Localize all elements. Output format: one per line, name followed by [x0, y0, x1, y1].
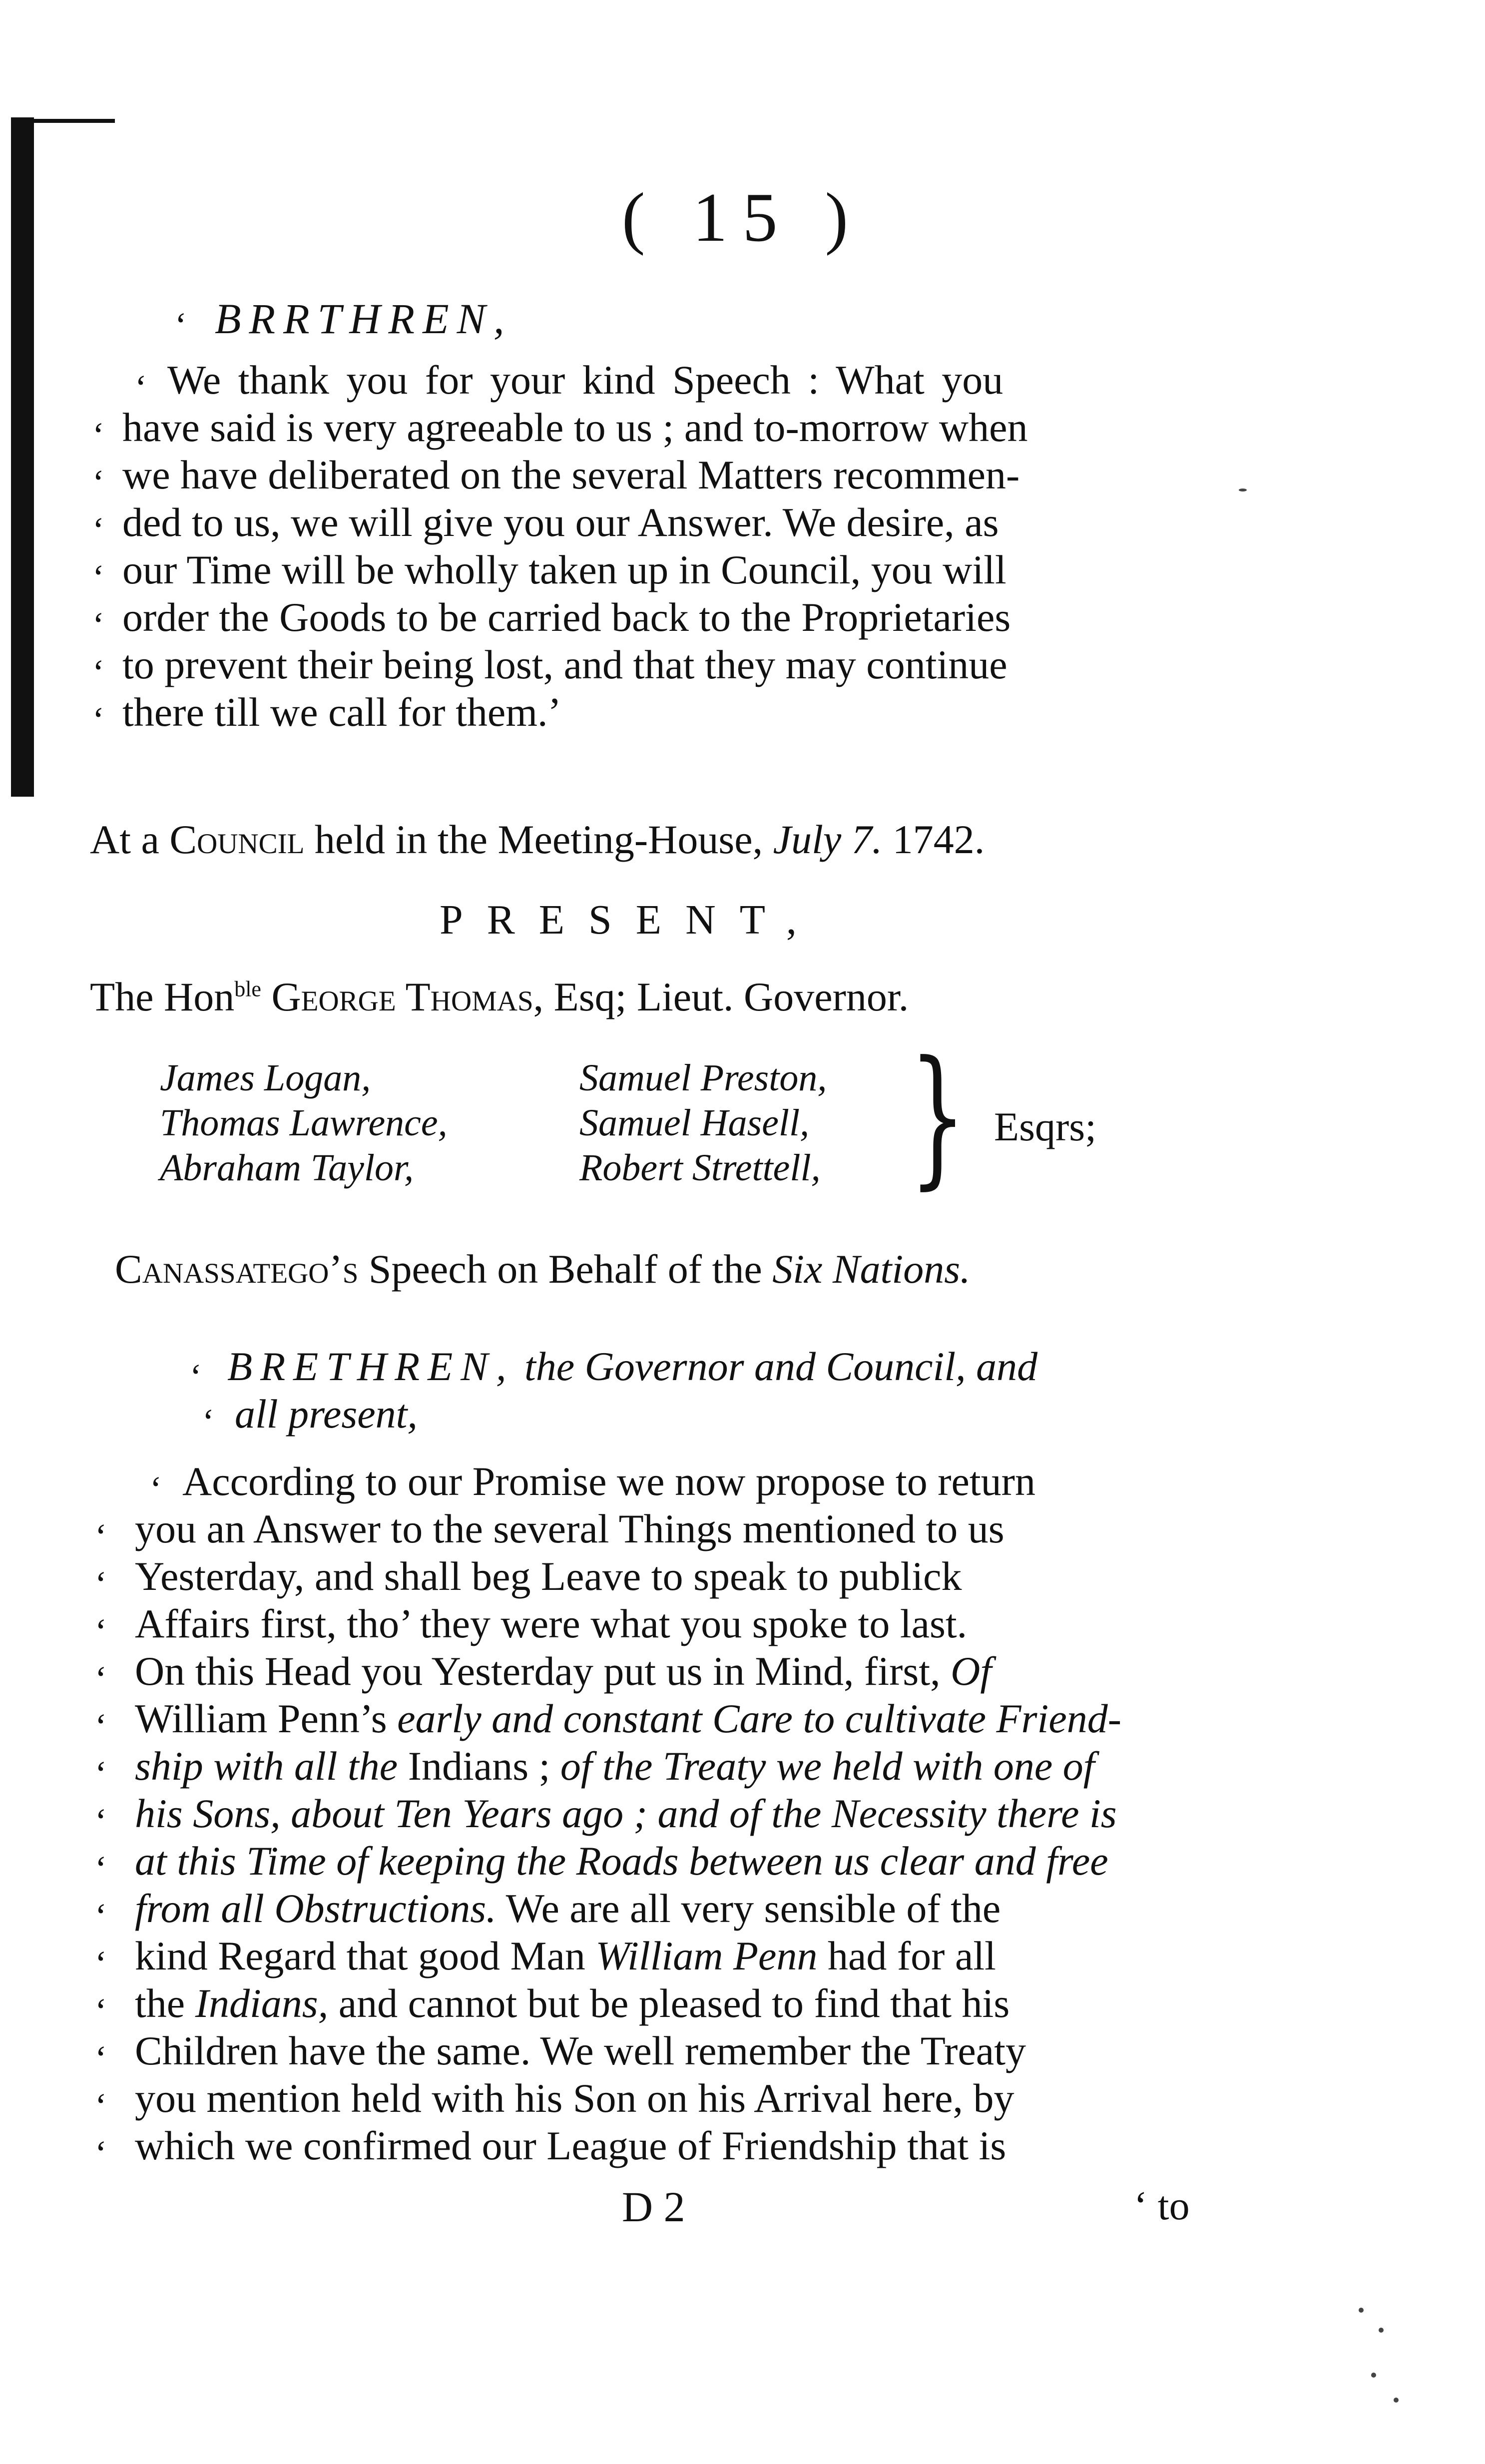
quote-mark: ‘ — [95, 1754, 107, 1794]
attendee-name: Robert Strettell, — [579, 1147, 821, 1189]
section-heading: BRRTHREN, — [215, 295, 512, 343]
governor-title: The Hon — [90, 974, 235, 1019]
text-line — [135, 1648, 992, 1694]
quote-mark: ‘ — [95, 2133, 107, 2173]
attendee-name: James Logan, — [160, 1057, 371, 1099]
speaker-name: Canassatego’s — [115, 1246, 359, 1292]
quote-mark: ‘ — [92, 463, 104, 502]
quote-mark: ‘ — [95, 1611, 107, 1651]
quote-mark: ‘ — [92, 700, 104, 740]
text-line — [135, 1980, 1010, 2026]
margin-tick — [30, 119, 115, 123]
quote-mark: ‘ — [92, 415, 104, 455]
text-run-italic: William Penn — [595, 1933, 818, 1978]
text-line — [135, 1888, 1000, 1929]
address-rest: the Governor and Council, and — [524, 1344, 1038, 1389]
speech-title — [115, 1246, 971, 1292]
address-caps: BRETHREN, — [227, 1344, 514, 1389]
council-word: Council — [169, 817, 305, 862]
council-date: July 7. — [773, 817, 883, 862]
attendee-name: Thomas Lawrence, — [160, 1102, 448, 1144]
text-run: William Penn’s — [135, 1696, 387, 1741]
text-run-italic: Of — [951, 1648, 992, 1694]
text-run: On this Head you Yesterday put us in Mind, first, — [135, 1648, 941, 1694]
text-line — [135, 1698, 1121, 1739]
text-run: Indians ; — [408, 1743, 550, 1789]
quote-mark: ‘ — [95, 2038, 107, 2078]
text-line: there till we call for them.’ — [122, 689, 561, 735]
text-line: to prevent their being lost, and that they may continue — [122, 642, 1007, 687]
text-line: Yesterday, and shall beg Leave to speak to publick — [135, 1553, 962, 1599]
brace-glyph: } — [909, 1029, 967, 1203]
quote-mark: ‘ — [202, 1402, 214, 1442]
print-speck — [1394, 2398, 1399, 2403]
print-speck — [1379, 2328, 1384, 2333]
text-line: his Sons, about Ten Years ago ; and of the Necessity there is — [135, 1791, 1117, 1836]
text-line: which we confirmed our League of Friendship that is — [135, 2123, 1006, 2168]
quote-mark: ‘ — [95, 1991, 107, 2031]
council-year: 1742. — [892, 817, 985, 862]
text-line: you an Answer to the several Things mentioned to us — [135, 1506, 1004, 1551]
catchword: ‘ to — [1134, 2183, 1190, 2228]
text-run-italic: of the Treaty we held with one of — [560, 1743, 1095, 1789]
quote-mark: ‘ — [135, 368, 147, 408]
quote-mark: ‘ — [95, 1564, 107, 1604]
text-run-italic: from all Obstructions. — [135, 1886, 496, 1931]
attendee-name: Abraham Taylor, — [160, 1147, 414, 1189]
quote-mark: ‘ — [150, 1469, 162, 1509]
text-line: Affairs first, tho’ they were what you spoke to last. — [135, 1601, 968, 1646]
present-heading: PRESENT, — [440, 897, 821, 943]
speech-title-text: Speech on Behalf of the — [368, 1246, 762, 1292]
quote-mark: ‘ — [92, 605, 104, 645]
text-line — [135, 1933, 996, 1978]
quote-mark: ‘ — [95, 2086, 107, 2126]
governor-line — [90, 974, 909, 1019]
text-run-italic: Indians, — [195, 1980, 329, 2026]
quote-mark: ‘ — [95, 1706, 107, 1746]
print-speck — [1359, 2308, 1364, 2313]
attendee-name: Samuel Hasell, — [579, 1102, 810, 1144]
council-heading — [90, 819, 985, 860]
governor-rank: Esq; Lieut. Governor. — [553, 974, 909, 1019]
quote-mark: ‘ — [95, 1849, 107, 1889]
governor-sup: ble — [234, 977, 261, 1001]
attendee-name: Samuel Preston, — [579, 1057, 827, 1099]
quote-mark: ‘ — [92, 557, 104, 597]
quote-mark: ‘ — [92, 510, 104, 550]
address-line — [227, 1346, 1037, 1387]
text-line: ded to us, we will give you our Answer. We desire, as — [122, 499, 999, 545]
quote-mark: ‘ — [190, 1357, 202, 1397]
quote-mark: ‘ — [95, 1516, 107, 1556]
text-line: order the Goods to be carried back to the Proprietaries — [122, 594, 1011, 640]
text-run: had for all — [827, 1933, 996, 1978]
text-run: kind Regard that good Man — [135, 1933, 585, 1978]
text-line: We thank you for your kind Speech : What you — [167, 357, 1003, 403]
print-speck — [1239, 489, 1247, 492]
text-run: the — [135, 1980, 185, 2026]
quote-mark: ‘ — [175, 305, 187, 345]
text-line: we have deliberated on the several Matters recommen- — [122, 452, 1020, 497]
text-line — [135, 1743, 1095, 1789]
text-line: Children have the same. We well remember the Treaty — [135, 2028, 1026, 2073]
text-line: at this Time of keeping the Roads between us clear and free — [135, 1838, 1108, 1884]
signature-mark: D 2 — [622, 2183, 685, 2231]
quote-mark: ‘ — [95, 1801, 107, 1841]
quote-mark: ‘ — [95, 1944, 107, 1983]
text-line: According to our Promise we now propose to return — [182, 1459, 1035, 1504]
text-line: have said is very agreeable to us ; and to-morrow when — [122, 405, 1028, 450]
page-number: ( 15 ) — [621, 179, 864, 256]
council-location: held in the Meeting-House, — [314, 817, 763, 862]
text-line: you mention held with his Son on his Arrival here, by — [135, 2075, 1014, 2121]
text-run: We are all very sensible of the — [505, 1886, 1001, 1931]
council-prefix: At a — [90, 817, 159, 862]
text-run-italic: ship with all the — [135, 1743, 398, 1789]
print-speck — [1371, 2373, 1376, 2378]
quote-mark: ‘ — [92, 652, 104, 692]
nations-name: Six Nations. — [772, 1246, 971, 1292]
attendees-suffix: Esqrs; — [994, 1104, 1096, 1149]
text-line: our Time will be wholly taken up in Council, you will — [122, 547, 1006, 592]
quote-mark: ‘ — [95, 1659, 107, 1699]
text-run: and cannot but be pleased to find that his — [338, 1980, 1010, 2026]
text-run-italic: early and constant Care to cultivate Friend- — [397, 1696, 1122, 1741]
governor-name: George Thomas, — [271, 974, 544, 1019]
quote-mark: ‘ — [95, 1896, 107, 1936]
address-line-2: all present, — [235, 1391, 418, 1437]
